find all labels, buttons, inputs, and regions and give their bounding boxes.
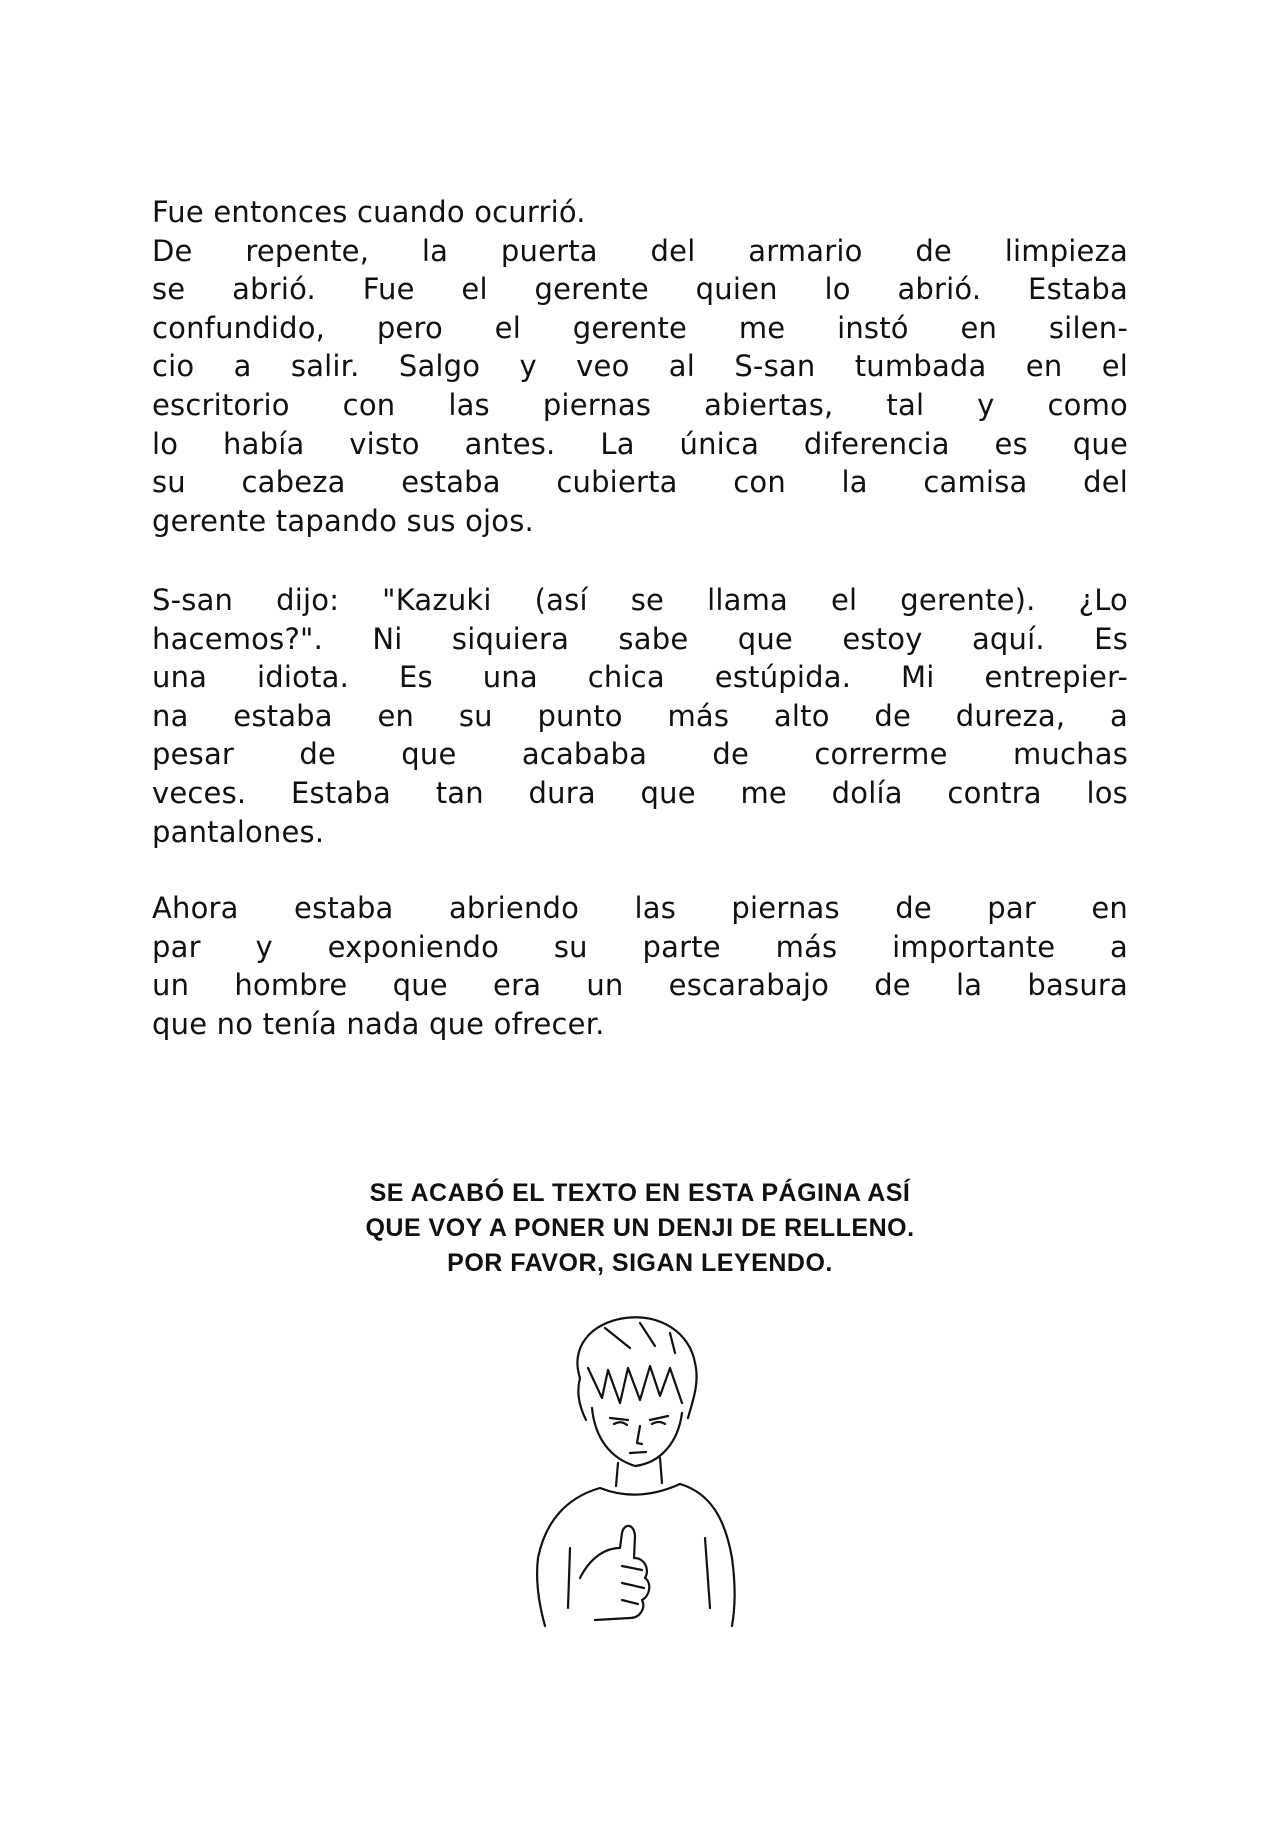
text-line: su cabeza estaba cubierta con la camisa del — [152, 465, 1128, 500]
text-line: un hombre que era un escarabajo de la basura — [152, 968, 1128, 1003]
text-line: na estaba en su punto más alto de dureza, a — [152, 698, 1128, 733]
character-illustration — [510, 1308, 750, 1628]
text-line: hacemos?". Ni siquiera sabe que estoy aquí. Es — [152, 621, 1128, 656]
text-line: gerente tapando sus ojos. — [152, 503, 534, 538]
text-line: que no tenía nada que ofrecer. — [152, 1006, 605, 1041]
text-line: Ahora estaba abriendo las piernas de par en — [152, 891, 1128, 925]
caption-line: SE ACABÓ EL TEXTO EN ESTA PÁGINA ASÍ — [369, 1179, 911, 1207]
text-line: lo había visto antes. La única diferencia es que — [152, 426, 1128, 461]
paragraph-1 — [152, 193, 1128, 540]
text-line: una idiota. Es una chica estúpida. Mi entrepier- — [152, 660, 1128, 695]
caption-line: QUE VOY A PONER UN DENJI DE RELLENO. — [365, 1214, 915, 1242]
text-line: De repente, la puerta del armario de limpieza — [152, 233, 1128, 268]
text-line: pesar de que acababa de correrme muchas — [152, 737, 1128, 772]
text-line: par y exponiendo su parte más importante a — [152, 929, 1128, 964]
caption-line: POR FAVOR, SIGAN LEYENDO. — [447, 1249, 833, 1277]
paragraph-3 — [152, 889, 1128, 1043]
text-line: confundido, pero el gerente me instó en silen- — [152, 310, 1128, 345]
text-line: pantalones. — [152, 814, 325, 849]
text-line: Fue entonces cuando ocurrió. — [152, 195, 586, 229]
text-line: cio a salir. Salgo y veo al S-san tumbada en el — [152, 349, 1128, 384]
filler-caption — [300, 1176, 980, 1281]
text-line: S-san dijo: "Kazuki (así se llama el gerente). ¿Lo — [152, 583, 1128, 617]
paragraph-2 — [152, 581, 1128, 851]
text-line: escritorio con las piernas abiertas, tal y como — [152, 387, 1128, 422]
text-line: veces. Estaba tan dura que me dolía contra los — [152, 775, 1128, 810]
text-line: se abrió. Fue el gerente quien lo abrió. Estaba — [152, 272, 1128, 307]
